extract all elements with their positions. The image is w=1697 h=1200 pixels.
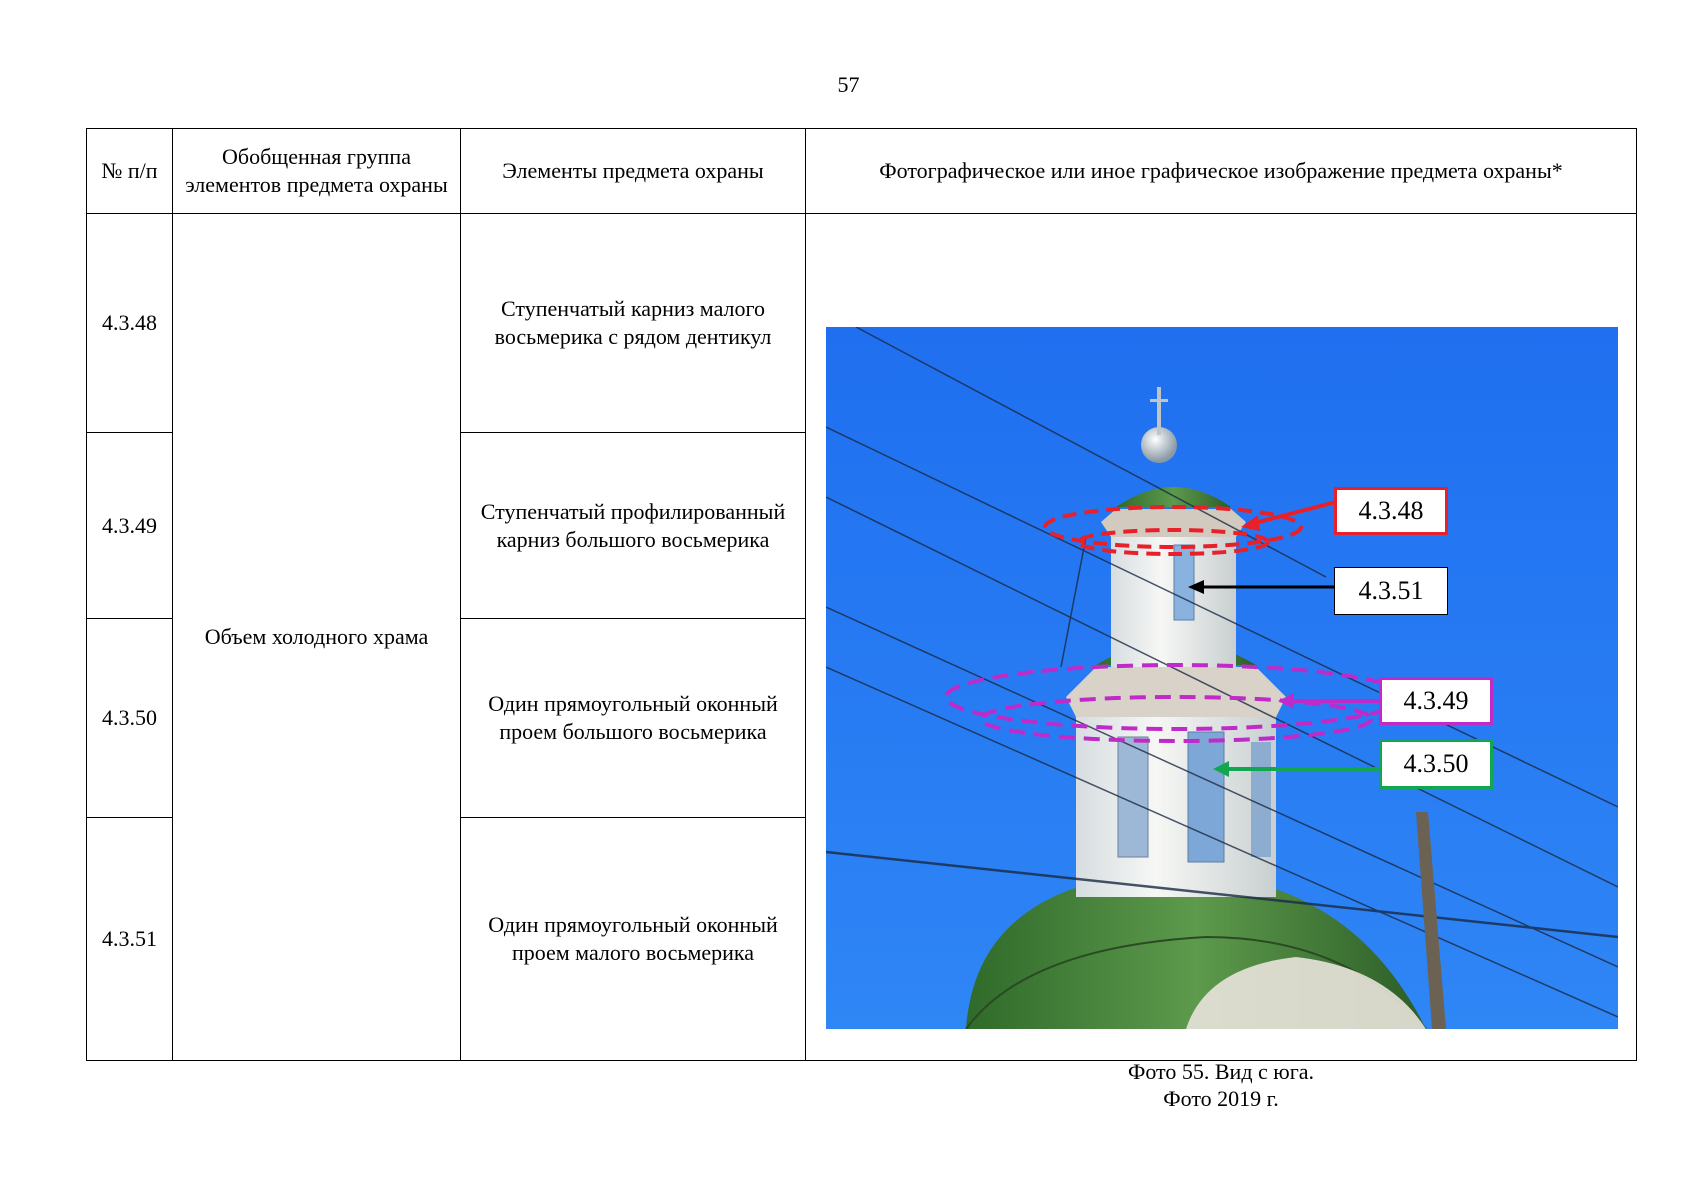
label-4-3-48: 4.3.48 (1334, 487, 1448, 535)
header-group: Обобщенная группа элементов предмета охраны (173, 129, 461, 214)
header-photo: Фотографическое или иное графическое изображение предмета охраны* (806, 129, 1637, 214)
label-4-3-50: 4.3.50 (1379, 739, 1493, 789)
element-description: Ступенчатый карниз малого восьмерика с рядом дентикул (461, 214, 806, 433)
table-row (87, 214, 1637, 433)
element-description: Один прямоугольный оконный проем малого восьмерика (461, 818, 806, 1061)
protection-register-table (86, 128, 1637, 1111)
caption-line-1: Фото 55. Вид с юга. (1127, 1059, 1315, 1084)
row-number: 4.3.49 (87, 433, 173, 619)
church-photo (826, 327, 1618, 1029)
photo-caption (806, 1058, 1636, 1112)
row-number: 4.3.51 (87, 818, 173, 1061)
header-num: № п/п (87, 129, 173, 214)
group-name: Объем холодного храма (173, 214, 461, 1061)
header-row (87, 129, 1637, 214)
church-photo-image (826, 327, 1618, 1029)
label-4-3-49: 4.3.49 (1379, 677, 1493, 725)
element-description: Ступенчатый профилированный карниз большого восьмерика (461, 433, 806, 619)
row-number: 4.3.48 (87, 214, 173, 433)
page-number: 57 (837, 72, 860, 97)
element-description: Один прямоугольный оконный проем большого восьмерика (461, 619, 806, 818)
row-number: 4.3.50 (87, 619, 173, 818)
caption-line-2: Фото 2019 г. (1163, 1086, 1279, 1111)
photo-cell (806, 214, 1637, 1111)
label-4-3-51: 4.3.51 (1334, 567, 1448, 615)
header-elements: Элементы предмета охраны (461, 129, 806, 214)
